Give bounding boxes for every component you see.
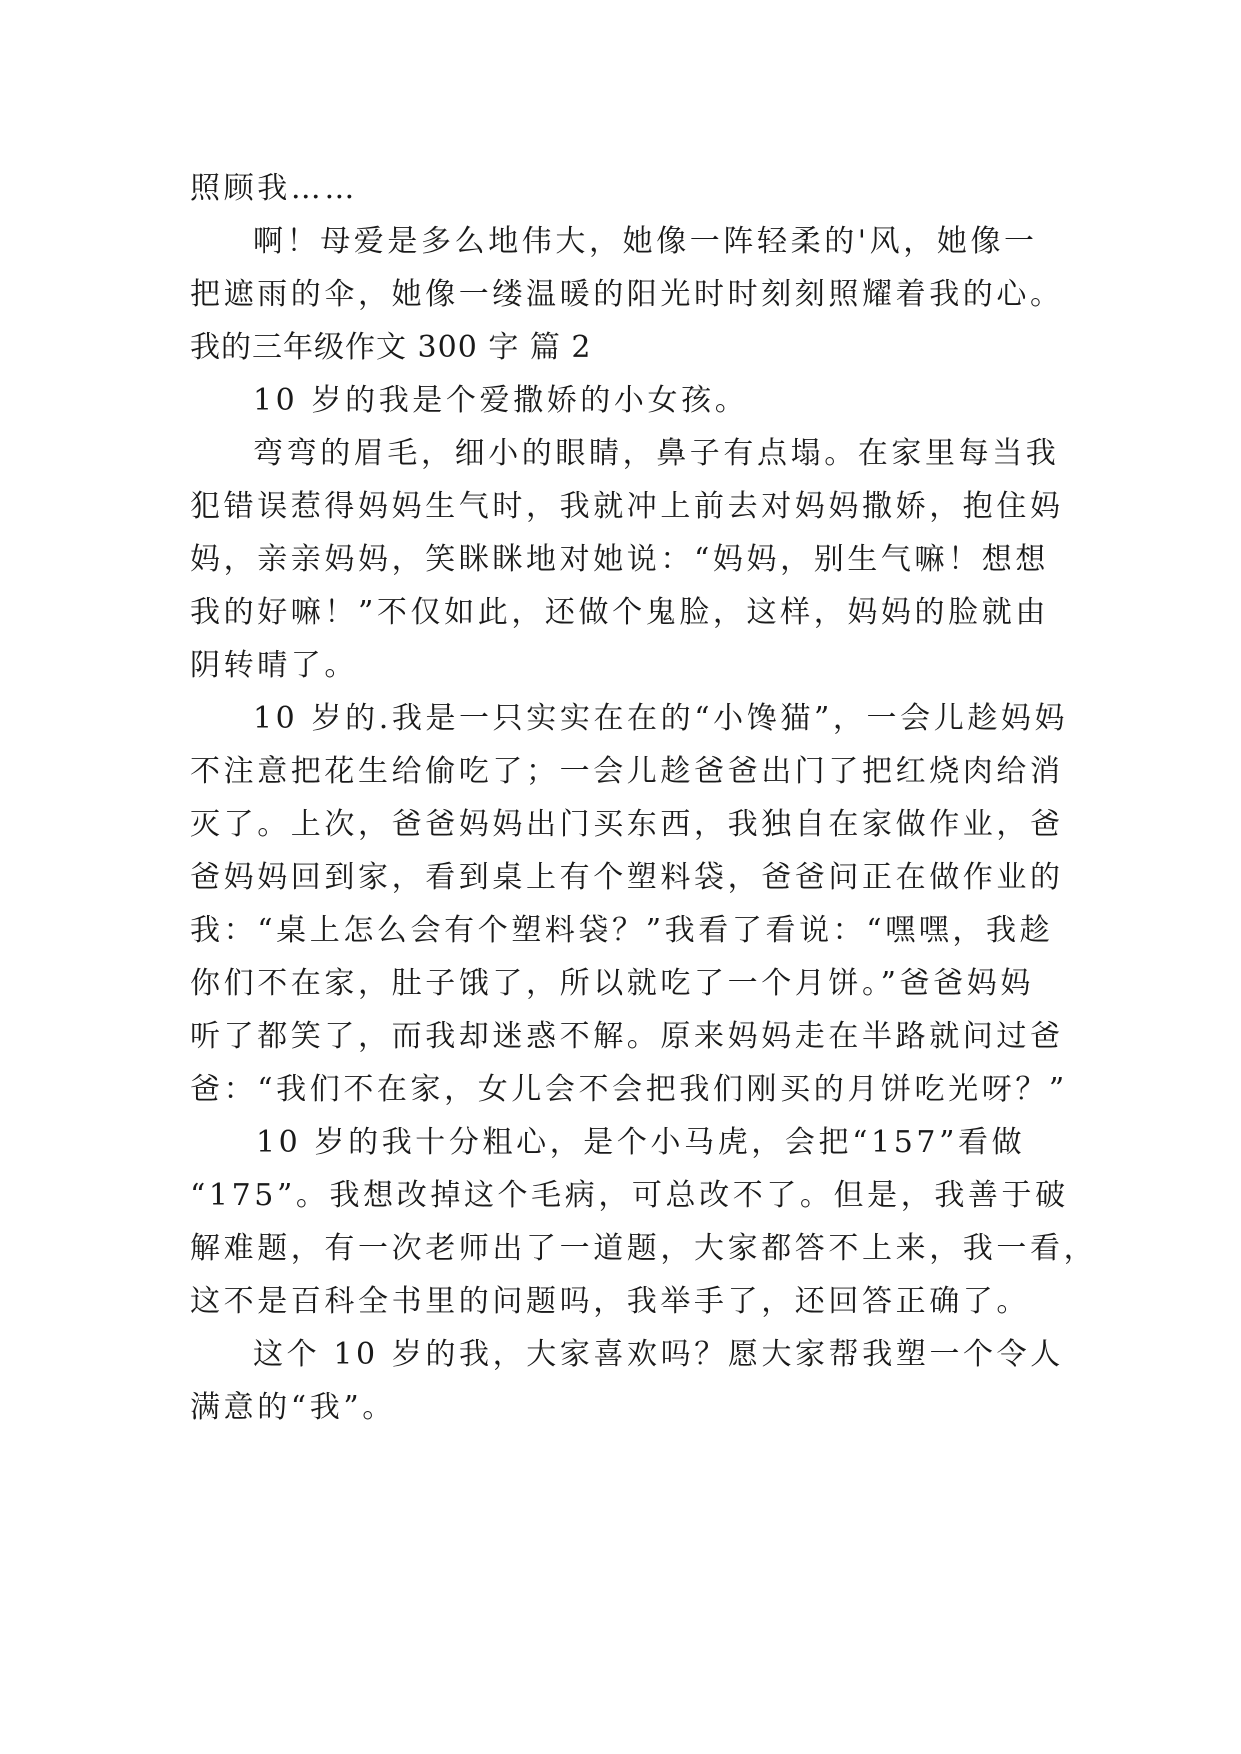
paragraph-4 bbox=[190, 427, 1064, 692]
text-line: 照顾我…… bbox=[190, 171, 358, 206]
text-line: 我的好嘛！”不仅如此，还做个鬼脸，这样，妈妈的脸就由 bbox=[190, 595, 1049, 630]
paragraph-1 bbox=[190, 162, 1060, 215]
text-line: 啊！母爱是多么地伟大，她像一阵轻柔的'风，她像一 bbox=[253, 224, 1038, 259]
text-line: 听了都笑了，而我却迷惑不解。原来妈妈走在半路就问过爸 bbox=[190, 1019, 1064, 1054]
text-line: 你们不在家，肚子饿了，所以就吃了一个月饼。”爸爸妈妈 bbox=[190, 966, 1034, 1001]
text-line: 阴转晴了。 bbox=[190, 648, 358, 683]
paragraph-7 bbox=[190, 1328, 1064, 1434]
text-line: 满意的“我”。 bbox=[190, 1390, 396, 1425]
heading-line: 我的三年级作文 300 字 篇 2 bbox=[190, 330, 592, 365]
text-line: 这个 10 岁的我，大家喜欢吗？愿大家帮我塑一个令人 bbox=[253, 1337, 1064, 1372]
text-line: 解难题，有一次老师出了一道题，大家都答不上来，我一看， bbox=[190, 1231, 1098, 1266]
document-body bbox=[190, 162, 1098, 1434]
text-line: 10 岁的我十分粗心，是个小马虎，会把“157”看做 bbox=[256, 1125, 1026, 1160]
text-line: 妈，亲亲妈妈，笑眯眯地对她说：“妈妈，别生气嘛！想想 bbox=[190, 542, 1049, 577]
paragraph-6 bbox=[190, 1116, 1098, 1328]
text-line: “175”。我想改掉这个毛病，可总改不了。但是，我善于破 bbox=[190, 1178, 1069, 1213]
paragraph-5 bbox=[190, 692, 1069, 1116]
paragraph-3 bbox=[190, 374, 1060, 427]
text-line: 这不是百科全书里的问题吗，我举手了，还回答正确了。 bbox=[190, 1284, 1030, 1319]
paragraph-2 bbox=[190, 215, 1064, 321]
text-line: 爸妈妈回到家，看到桌上有个塑料袋，爸爸问正在做作业的 bbox=[190, 860, 1064, 895]
section-heading bbox=[190, 321, 1060, 374]
text-line: 爸：“我们不在家，女儿会不会把我们刚买的月饼吃光呀？” bbox=[190, 1072, 1068, 1107]
text-line: 犯错误惹得妈妈生气时，我就冲上前去对妈妈撒娇，抱住妈 bbox=[190, 489, 1064, 524]
text-line: 灭了。上次，爸爸妈妈出门买东西，我独自在家做作业，爸 bbox=[190, 807, 1064, 842]
text-line: 10 岁的我是个爱撒娇的小女孩。 bbox=[253, 383, 749, 418]
text-line: 把遮雨的伞，她像一缕温暖的阳光时时刻刻照耀着我的心。 bbox=[190, 277, 1064, 312]
text-line: 我：“桌上怎么会有个塑料袋？”我看了看说：“嘿嘿，我趁 bbox=[190, 913, 1054, 948]
text-line: 10 岁的.我是一只实实在在的“小馋猫”，一会儿趁妈妈 bbox=[253, 701, 1069, 736]
text-line: 弯弯的眉毛，细小的眼睛，鼻子有点塌。在家里每当我 bbox=[253, 436, 1060, 471]
text-line: 不注意把花生给偷吃了；一会儿趁爸爸出门了把红烧肉给消 bbox=[190, 754, 1064, 789]
